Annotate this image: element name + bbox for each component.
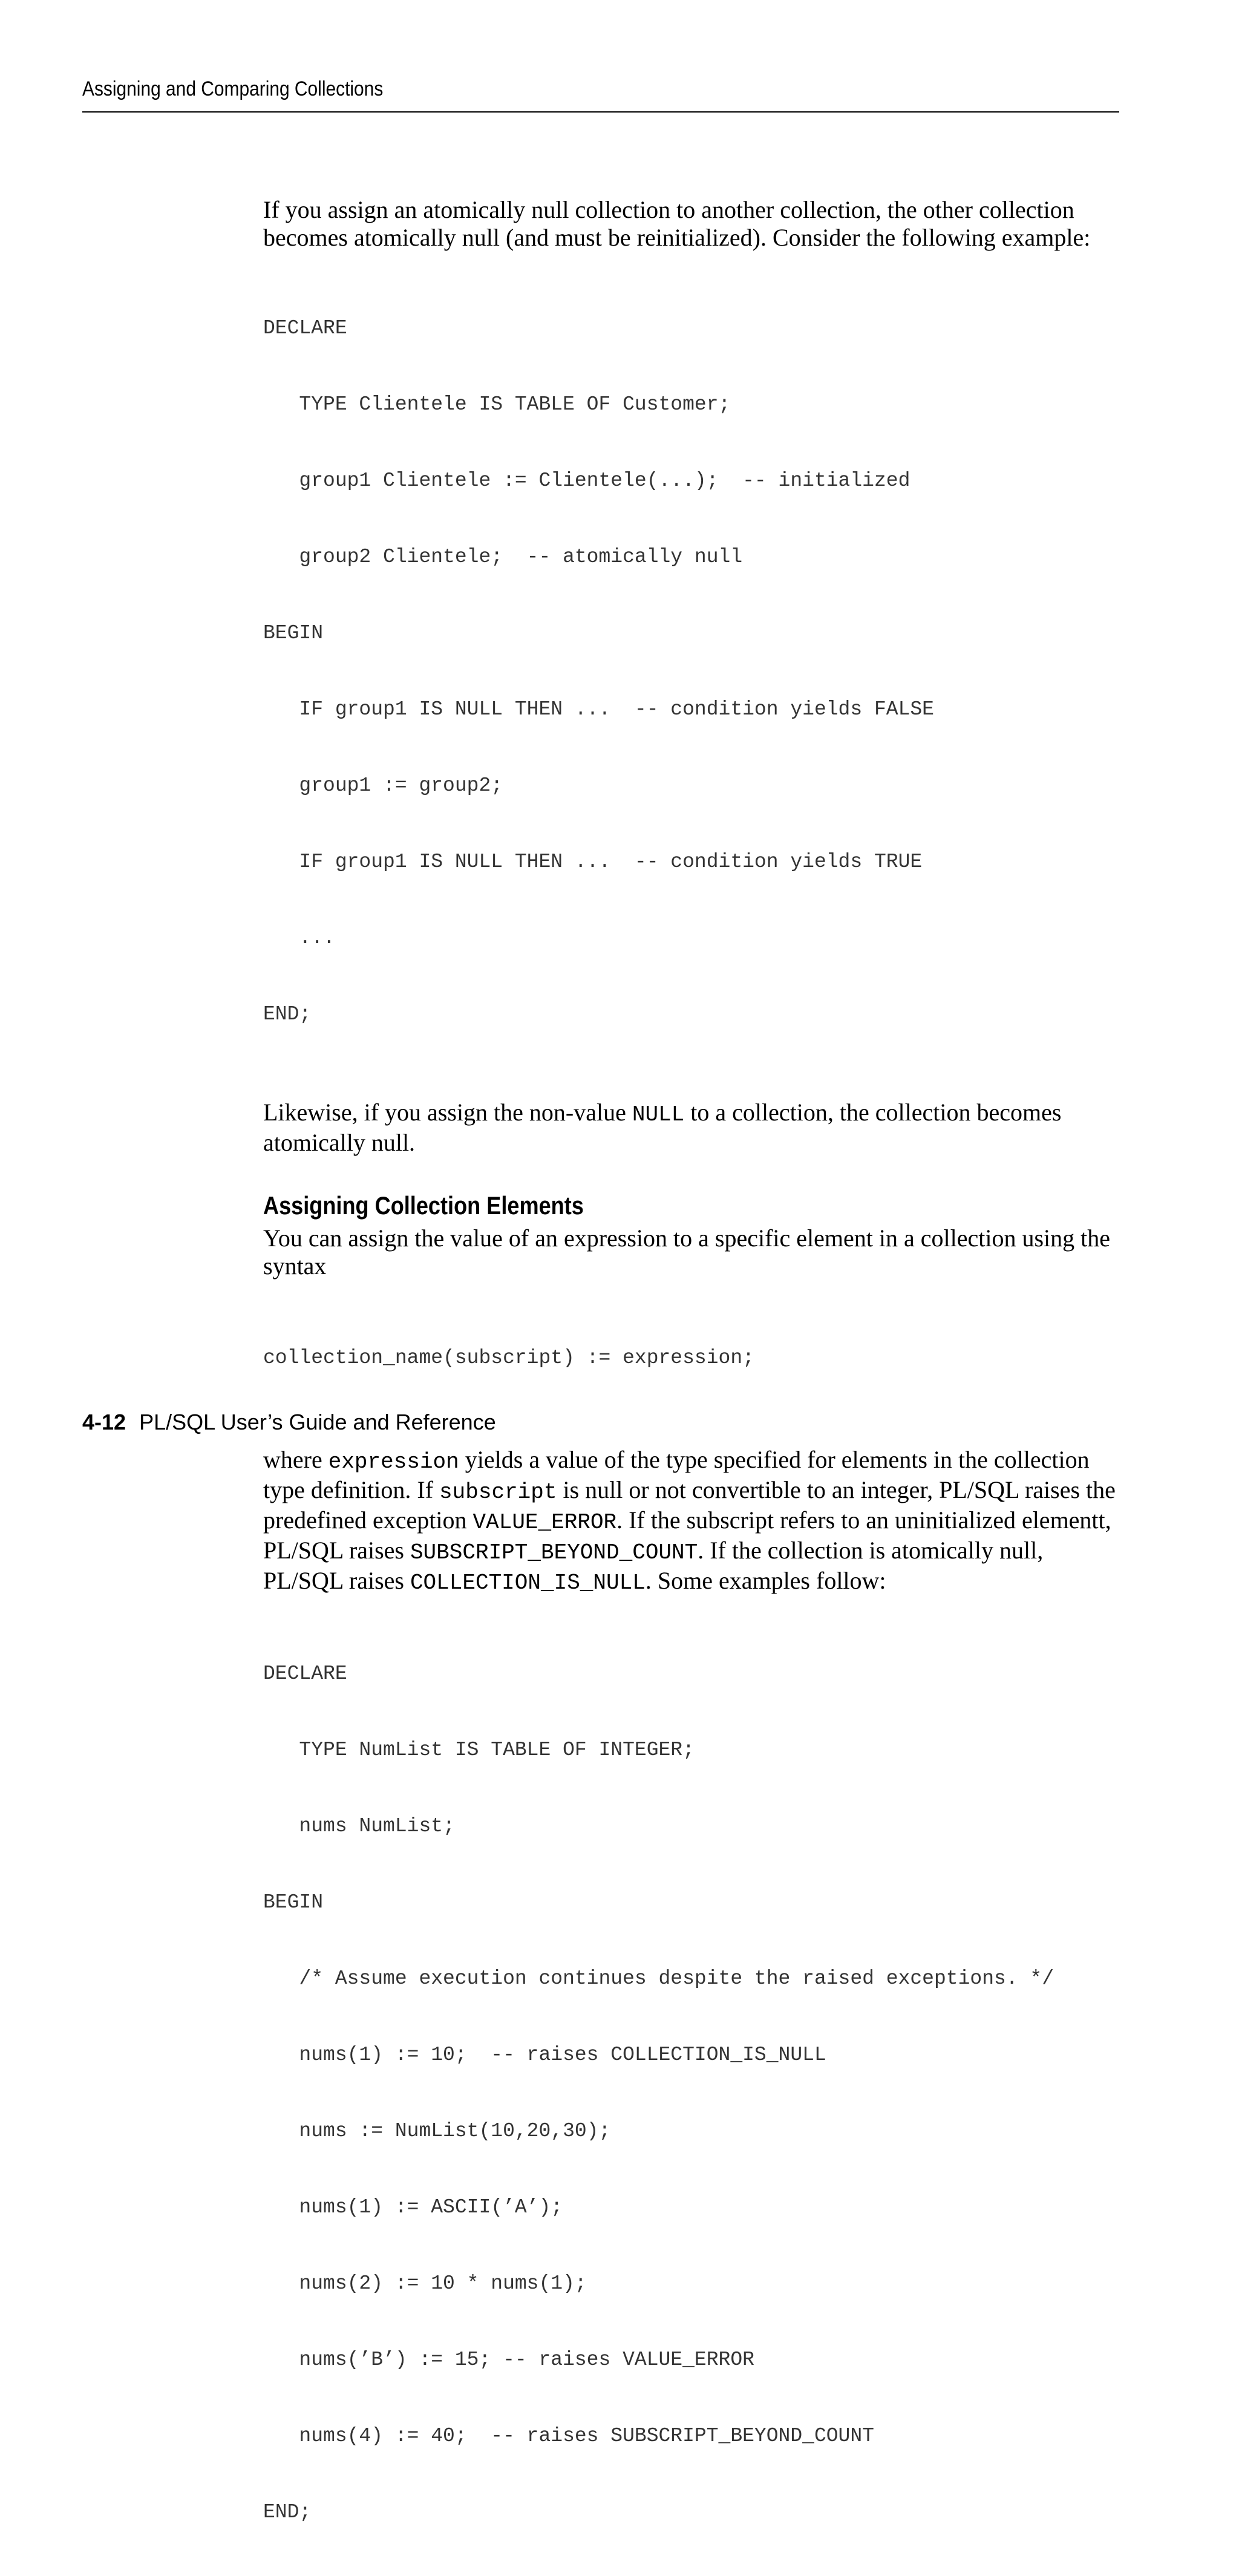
code-line: DECLARE: [263, 317, 347, 339]
code-example-1: [263, 265, 1122, 1078]
book-title: PL/SQL User’s Guide and Reference: [139, 1410, 496, 1434]
code-line: ...: [263, 927, 335, 949]
null-assignment-paragraph: [263, 1099, 1122, 1157]
page-content: [263, 196, 1122, 2576]
text-run: . If the subscript refers to an uninitialized elementt, PL/SQL raises: [263, 1506, 1111, 1564]
code-line: TYPE NumList IS TABLE OF INTEGER;: [263, 1739, 695, 1761]
text-run: is null or not convertible to an integer, PL/SQL raises the predefined exception: [263, 1476, 1116, 1534]
code-line: /* Assume execution continues despite the raised exceptions. */: [263, 1967, 1054, 1990]
code-line: nums(1) := 10; -- raises COLLECTION_IS_NULL: [263, 2044, 826, 2066]
code-line: IF group1 IS NULL THEN ... -- condition yields TRUE: [263, 851, 923, 873]
page-number: 4-12: [82, 1410, 126, 1434]
section-heading: Assigning Collection Elements: [263, 1191, 584, 1220]
header-title: Assigning and Comparing Collections: [82, 77, 384, 100]
inline-code: subscript: [439, 1480, 557, 1505]
code-line: IF group1 IS NULL THEN ... -- condition yields FALSE: [263, 698, 934, 721]
code-line: DECLARE: [263, 1662, 347, 1685]
code-line: nums := NumList(10,20,30);: [263, 2120, 611, 2142]
code-line: nums(2) := 10 * nums(1);: [263, 2272, 587, 2295]
text-run: where: [263, 1446, 329, 1473]
inline-code: VALUE_ERROR: [472, 1510, 617, 1535]
text-run: to a collection, the collection becomes atomically null.: [263, 1099, 1062, 1156]
inline-code: NULL: [632, 1102, 685, 1127]
code-line: END;: [263, 1003, 312, 1025]
code-line: BEGIN: [263, 1891, 324, 1914]
syntax-code: [263, 1295, 1122, 1422]
code-line: collection_name(subscript) := expression;: [263, 1347, 754, 1369]
intro-paragraph: If you assign an atomically null collection to another collection, the other collection becomes atomically null (and must be reinitialized). Consider the following example:: [263, 196, 1091, 251]
section-intro-paragraph: You can assign the value of an expression to a specific element in a collection using the syntax: [263, 1224, 1110, 1280]
code-line: nums(1) := ASCII(’A’);: [263, 2196, 563, 2218]
text-run: . If the collection is atomically null, PL/SQL raises: [263, 1537, 1044, 1594]
inline-code: SUBSCRIPT_BEYOND_COUNT: [410, 1540, 698, 1565]
code-line: nums(’B’) := 15; -- raises VALUE_ERROR: [263, 2349, 754, 2371]
code-line: BEGIN: [263, 622, 324, 644]
code-line: nums(4) := 40; -- raises SUBSCRIPT_BEYOND_COUNT: [263, 2425, 874, 2447]
code-line: group1 Clientele := Clientele(...); -- initialized: [263, 469, 910, 492]
code-line: nums NumList;: [263, 1815, 455, 1837]
code-example-2: [263, 1610, 1122, 2576]
inline-code: COLLECTION_IS_NULL: [410, 1571, 646, 1595]
code-line: group1 := group2;: [263, 774, 503, 797]
code-line: TYPE Clientele IS TABLE OF Customer;: [263, 393, 731, 416]
text-run: yields a value of the type specified for elements in the collection type definition. If: [263, 1446, 1090, 1503]
code-line: END;: [263, 2501, 312, 2523]
text-run: Likewise, if you assign the non-value: [263, 1099, 632, 1126]
exception-paragraph: [263, 1446, 1122, 1597]
inline-code: expression: [328, 1450, 459, 1474]
text-run: . Some examples follow:: [645, 1567, 886, 1594]
running-header: [82, 75, 1119, 113]
code-line: group2 Clientele; -- atomically null: [263, 546, 743, 568]
page-footer: [82, 1410, 496, 1435]
